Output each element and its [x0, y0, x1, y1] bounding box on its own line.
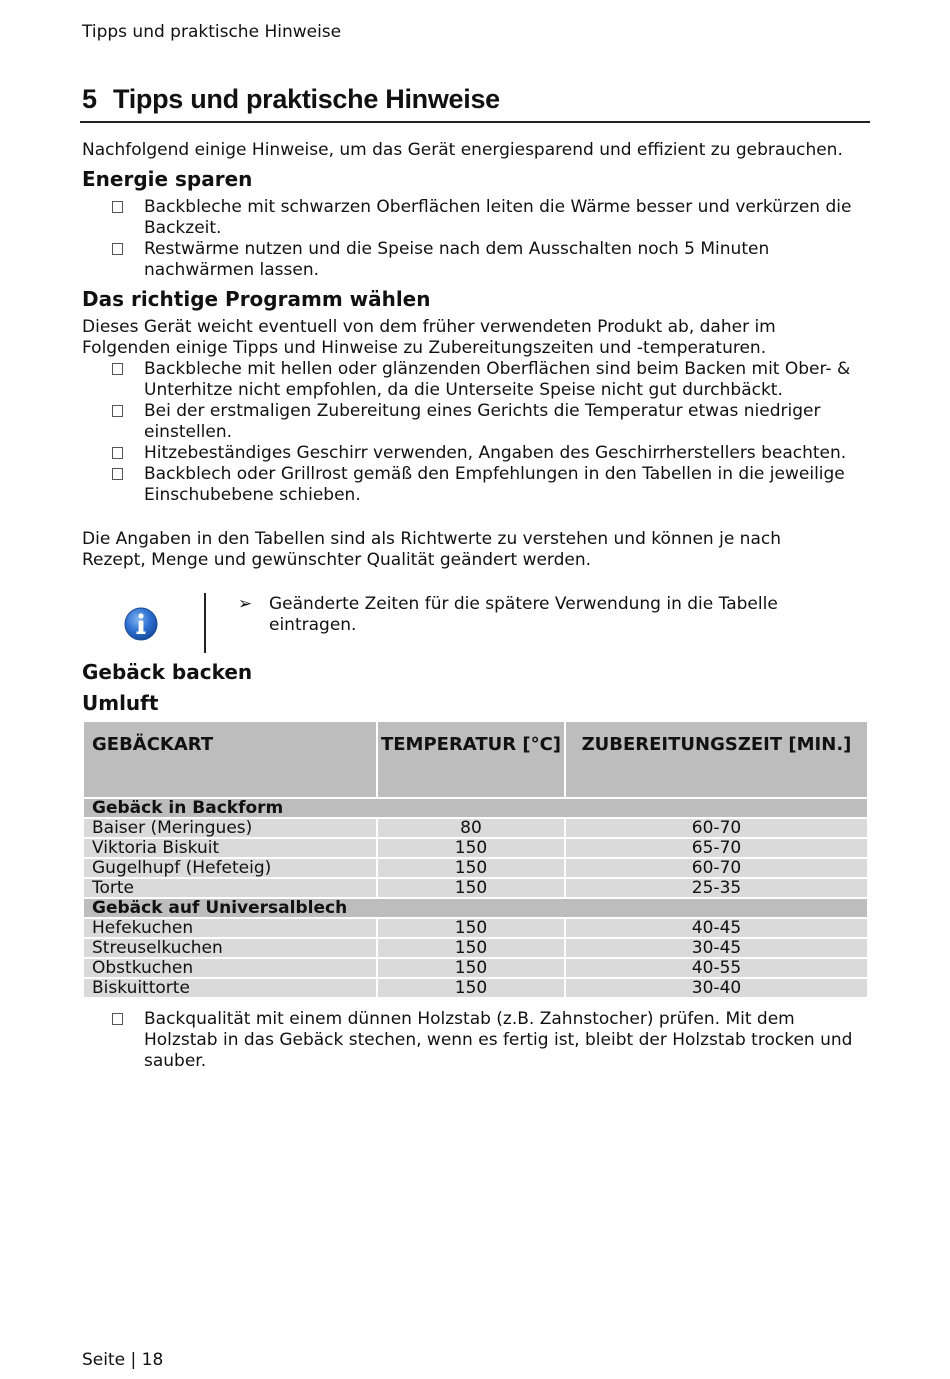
- bullet-text: Backbleche mit hellen oder glänzenden Oberflächen sind beim Backen mit Ober- & Unterhitze nicht empfohlen, da die Unterseite Speise nicht gut durchbäckt.: [144, 359, 851, 400]
- checkbox-bullet-icon: [112, 468, 123, 480]
- baking-table: [82, 720, 869, 999]
- table-group-row: [83, 898, 868, 918]
- bullet-text: Backbleche mit schwarzen Oberflächen leiten die Wärme besser und verkürzen die Backzeit.: [144, 197, 852, 238]
- title-rule: [80, 121, 870, 123]
- table-header-row: [83, 721, 868, 798]
- cell-zeit: 60-70: [565, 858, 868, 878]
- cell-gebaeckart: Baiser (Meringues): [83, 818, 377, 838]
- bullet-text: Bei der erstmaligen Zubereitung eines Gerichts die Temperatur etwas niedriger einstellen.: [144, 401, 821, 442]
- checkbox-bullet-icon: [112, 447, 123, 459]
- cell-zeit: 60-70: [565, 818, 868, 838]
- cell-gebaeckart: Obstkuchen: [83, 958, 377, 978]
- bullet-text: Restwärme nutzen und die Speise nach dem Ausschalten noch 5 Minuten nachwärmen lassen.: [144, 239, 770, 280]
- cell-zeit: 30-45: [565, 938, 868, 958]
- table-row: [83, 858, 868, 878]
- checkbox-bullet-icon: [112, 243, 123, 255]
- program-intro: Dieses Gerät weicht eventuell von dem früher verwendeten Produkt ab, daher im Folgenden einige Tipps und Hinweise zu Zubereitungszeiten und -temperaturen.: [82, 317, 776, 358]
- cell-zeit: 40-55: [565, 958, 868, 978]
- baking-subheading: Umluft: [82, 691, 159, 715]
- info-icon: [124, 607, 158, 641]
- energy-bullet: [82, 239, 882, 281]
- cell-gebaeckart: Torte: [83, 878, 377, 898]
- cell-gebaeckart: Viktoria Biskuit: [83, 838, 377, 858]
- running-header: Tipps und praktische Hinweise: [82, 22, 342, 42]
- energy-heading: Energie sparen: [82, 167, 253, 191]
- cell-gebaeckart: Streuselkuchen: [83, 938, 377, 958]
- cell-zeit: 25-35: [565, 878, 868, 898]
- column-header: ZUBEREITUNGSZEIT [MIN.]: [565, 721, 868, 798]
- table-row: [83, 878, 868, 898]
- page-title: [82, 84, 500, 115]
- cell-temperatur: 150: [377, 838, 565, 858]
- baking-bullet: [82, 1009, 872, 1072]
- program-bullet: [82, 443, 882, 464]
- program-bullet: [82, 464, 882, 506]
- checkbox-bullet-icon: [112, 1013, 123, 1025]
- table-row: [83, 958, 868, 978]
- program-bullet: [82, 359, 882, 401]
- cell-temperatur: 150: [377, 938, 565, 958]
- info-divider: [204, 593, 206, 653]
- baking-heading: Gebäck backen: [82, 660, 253, 684]
- program-heading: Das richtige Programm wählen: [82, 287, 431, 311]
- table-row: [83, 818, 868, 838]
- table-row: [83, 978, 868, 998]
- cell-temperatur: 150: [377, 978, 565, 998]
- cell-temperatur: 150: [377, 958, 565, 978]
- cell-gebaeckart: Hefekuchen: [83, 918, 377, 938]
- section-number: 5: [82, 84, 97, 114]
- checkbox-bullet-icon: [112, 405, 123, 417]
- intro-paragraph: Nachfolgend einige Hinweise, um das Gerät energiesparend und effizient zu gebrauchen.: [82, 140, 843, 160]
- column-header: TEMPERATUR [°C]: [377, 721, 565, 798]
- energy-bullet: [82, 197, 882, 239]
- table-row: [83, 938, 868, 958]
- table-row: [83, 838, 868, 858]
- cell-zeit: 30-40: [565, 978, 868, 998]
- program-bullet: [82, 401, 882, 443]
- table-note: Die Angaben in den Tabellen sind als Richtwerte zu verstehen und können je nach Rezept, Menge und gewünschter Qualität geändert werden.: [82, 529, 781, 570]
- section-title: Tipps und praktische Hinweise: [113, 84, 500, 114]
- arrow-bullet-icon: ➢: [238, 594, 253, 614]
- checkbox-bullet-icon: [112, 363, 123, 375]
- table-row: [83, 918, 868, 938]
- bullet-text: Backblech oder Grillrost gemäß den Empfehlungen in den Tabellen in die jeweilige Einschubebene schieben.: [144, 464, 845, 505]
- info-tip: [238, 594, 838, 636]
- bullet-text: Backqualität mit einem dünnen Holzstab (z.B. Zahnstocher) prüfen. Mit dem Holzstab in das Gebäck stechen, wenn es fertig ist, bleibt der Holzstab trocken und sauber.: [144, 1009, 853, 1071]
- info-tip-text: Geänderte Zeiten für die spätere Verwendung in die Tabelle eintragen.: [269, 594, 778, 635]
- page-footer: Seite | 18: [82, 1350, 164, 1370]
- cell-temperatur: 80: [377, 818, 565, 838]
- cell-zeit: 65-70: [565, 838, 868, 858]
- cell-temperatur: 150: [377, 918, 565, 938]
- cell-temperatur: 150: [377, 858, 565, 878]
- table-group-row: [83, 798, 868, 818]
- column-header: GEBÄCKART: [83, 721, 377, 798]
- checkbox-bullet-icon: [112, 201, 123, 213]
- cell-temperatur: 150: [377, 878, 565, 898]
- group-label: Gebäck in Backform: [83, 798, 868, 818]
- cell-zeit: 40-45: [565, 918, 868, 938]
- cell-gebaeckart: Gugelhupf (Hefeteig): [83, 858, 377, 878]
- cell-gebaeckart: Biskuittorte: [83, 978, 377, 998]
- group-label: Gebäck auf Universalblech: [83, 898, 868, 918]
- bullet-text: Hitzebeständiges Geschirr verwenden, Angaben des Geschirrherstellers beachten.: [144, 443, 847, 463]
